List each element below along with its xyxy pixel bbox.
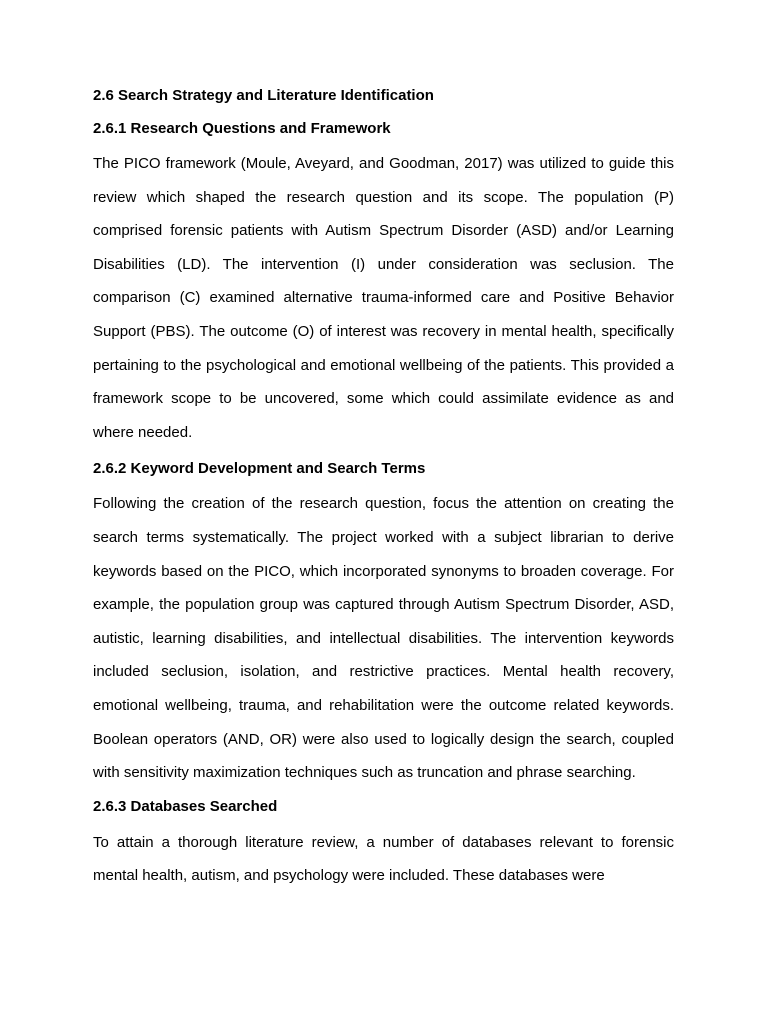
subsection-heading-keywords: 2.6.2 Keyword Development and Search Terms <box>93 460 426 478</box>
paragraph-databases: To attain a thorough literature review, a number of databases relevant to forensic mental health, autism, and psychology were included. These databases were <box>93 833 674 885</box>
document-page <box>93 86 674 893</box>
subsection-heading-databases: 2.6.3 Databases Searched <box>93 797 278 815</box>
paragraph-research-questions: The PICO framework (Moule, Aveyard, and Goodman, 2017) was utilized to guide this review which shaped the research question and its scope. The population (P) comprised forensic patients with Autism Spectrum Disorder (ASD) and/or Learning Disabilities (LD). The intervention (I) under consideration was seclusion. The comparison (C) examined alternative trauma-informed care and Positive Behavior Support (PBS). The outcome (O) of interest was recovery in mental health, specifically pertaining to the psychological and emotional wellbeing of the patients. This provided a framework scope to be uncovered, some which could assimilate evidence as and where needed. <box>93 155 674 441</box>
section-heading: 2.6 Search Strategy and Literature Identification <box>93 87 434 104</box>
paragraph-keywords: Following the creation of the research question, focus the attention on creating the search terms systematically. The project worked with a subject librarian to derive keywords based on the PICO, which incorporated synonyms to broaden coverage. For example, the population group was captured through Autism Spectrum Disorder, ASD, autistic, learning disabilities, and intellectual disabilities. The intervention keywords included seclusion, isolation, and restrictive practices. Mental health recovery, emotional wellbeing, trauma, and rehabilitation were the outcome related keywords. Boolean operators (AND, OR) were also used to logically design the search, coupled with sensitivity maximization techniques such as truncation and phrase searching. <box>93 495 674 782</box>
subsection-heading-research-questions: 2.6.1 Research Questions and Framework <box>93 120 391 137</box>
